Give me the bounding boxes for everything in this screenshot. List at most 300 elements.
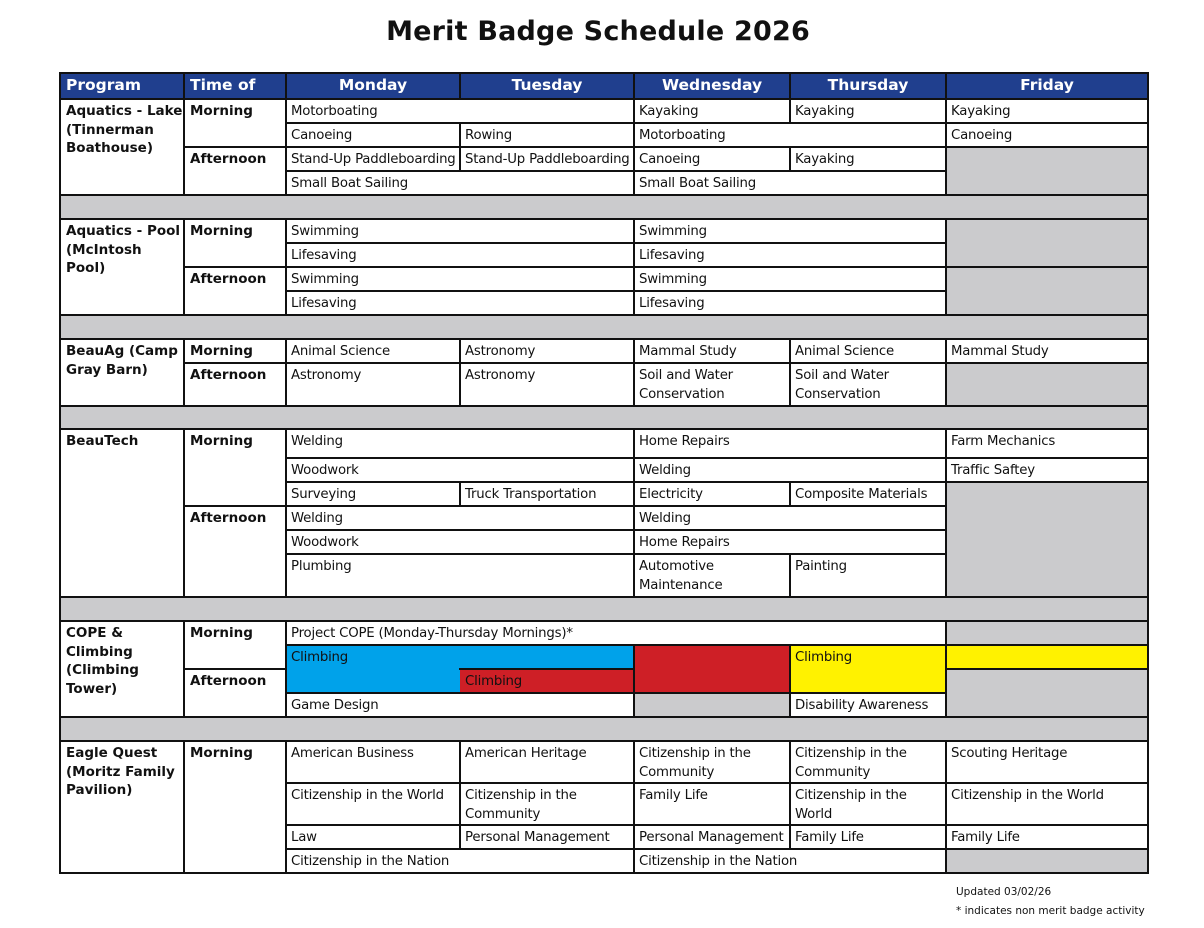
schedule-cell: Swimming [639, 224, 707, 239]
grid-line [945, 457, 1149, 459]
header-tue: Tuesday [460, 73, 634, 99]
grid-line [59, 596, 1149, 598]
grid-line [633, 338, 791, 340]
schedule-cell: Astronomy [291, 368, 362, 383]
grid-line [183, 620, 185, 670]
schedule-cell: Soil and Water Conservation [639, 368, 733, 402]
grid-line [633, 170, 635, 196]
grid-line [183, 428, 287, 430]
grid-line [285, 98, 635, 100]
grid-line [285, 457, 635, 459]
schedule-cell: Lifesaving [291, 296, 357, 311]
grid-line [945, 72, 947, 100]
grid-line [459, 481, 461, 507]
climbing-block-red: Climbing [460, 669, 634, 693]
schedule-cell: Small Boat Sailing [639, 176, 756, 191]
grid-line [1147, 314, 1149, 340]
grid-line [1147, 782, 1149, 826]
schedule-cell: Composite Materials [795, 487, 928, 502]
schedule-cell: Astronomy [465, 344, 536, 359]
schedule-cell: Farm Mechanics [951, 434, 1056, 449]
grid-line [789, 481, 791, 507]
grid-line [1147, 405, 1149, 430]
grid-line [945, 170, 947, 196]
grid-line [285, 146, 287, 172]
grid-line [59, 218, 61, 316]
grid-line [945, 362, 947, 407]
grid-line [633, 146, 635, 172]
schedule-cell: Woodwork [291, 535, 359, 550]
grid-line [633, 457, 635, 483]
grid-line [789, 740, 791, 784]
header-mon: Monday [286, 73, 460, 99]
schedule-cell: Rowing [465, 128, 513, 143]
grid-line [285, 872, 635, 874]
grid-line [945, 218, 1149, 220]
grid-line [789, 824, 947, 826]
grid-line [633, 740, 791, 742]
grid-line [1147, 98, 1149, 124]
schedule-cell: Truck Transportation [465, 487, 597, 502]
grid-line [459, 146, 635, 148]
grid-line [945, 122, 947, 148]
grid-line [633, 457, 947, 459]
schedule-cell: Kayaking [795, 152, 855, 167]
grid-line [633, 72, 635, 100]
grid-line [789, 72, 791, 100]
grid-line [945, 146, 1149, 148]
schedule-cell: Woodwork [291, 463, 359, 478]
schedule-cell: Welding [639, 463, 691, 478]
grid-line [945, 782, 947, 826]
page-title: Merit Badge Schedule 2026 [386, 16, 810, 47]
schedule-cell: Soil and Water Conservation [795, 368, 889, 402]
schedule-cell: Mammal Study [639, 344, 737, 359]
grid-line [285, 620, 287, 646]
climbing-block-yellow [946, 645, 1148, 669]
grid-line [59, 740, 61, 874]
grid-line [183, 266, 287, 268]
grid-line [945, 740, 947, 784]
grid-line [183, 362, 185, 407]
grid-line [633, 72, 791, 74]
schedule-cell: Swimming [291, 272, 359, 287]
grid-line [789, 740, 947, 742]
schedule-cell: Stand-Up Paddleboarding [465, 152, 630, 167]
grid-line [183, 668, 287, 670]
schedule-cell: Welding [291, 434, 343, 449]
empty-cell [634, 693, 790, 717]
grid-line [59, 428, 61, 598]
grid-line [459, 782, 635, 784]
schedule-cell: Family Life [795, 830, 864, 845]
grid-line [285, 72, 287, 100]
grid-line [1147, 644, 1149, 670]
schedule-cell: Animal Science [291, 344, 390, 359]
grid-line [945, 72, 1149, 74]
grid-line [945, 457, 947, 483]
grid-line [183, 740, 185, 874]
grid-line [945, 740, 1149, 742]
grid-line [285, 505, 635, 507]
spacer-row [60, 315, 1148, 339]
grid-line [183, 362, 287, 364]
schedule-cell: Stand-Up Paddleboarding [291, 152, 456, 167]
grid-line [285, 740, 461, 742]
spacer-row [60, 717, 1148, 741]
grid-line [633, 428, 635, 459]
grid-line [459, 122, 461, 148]
grid-line [633, 529, 947, 531]
grid-line [459, 72, 461, 100]
grid-line [183, 266, 185, 316]
grid-line [1147, 457, 1149, 483]
time-of-day: Afternoon [190, 151, 267, 167]
grid-line [285, 218, 635, 220]
grid-line [285, 457, 287, 483]
schedule-cell: Canoeing [291, 128, 353, 143]
time-of-day: Morning [190, 625, 253, 641]
header-wed: Wednesday [634, 73, 790, 99]
time-of-day: Afternoon [190, 673, 267, 689]
grid-line [59, 405, 61, 430]
empty-cell [946, 482, 1148, 597]
grid-line [633, 848, 635, 874]
grid-line [285, 242, 287, 268]
schedule-cell: Citizenship in the Nation [639, 854, 798, 869]
grid-line [183, 72, 185, 100]
empty-cell [946, 219, 1148, 267]
time-of-day: Morning [190, 103, 253, 119]
grid-line [183, 146, 185, 196]
grid-line [633, 848, 947, 850]
schedule-cell: Personal Management [639, 830, 784, 845]
grid-line [459, 824, 635, 826]
grid-line [183, 740, 287, 742]
grid-line [789, 98, 947, 100]
grid-line [945, 668, 1149, 670]
schedule-cell: Game Design [291, 698, 379, 713]
grid-line [59, 314, 1149, 316]
grid-line [459, 146, 461, 172]
program-area: BeauTech [66, 433, 139, 449]
schedule-cell: Motorboating [291, 104, 378, 119]
grid-line [59, 72, 61, 100]
schedule-cell: Mammal Study [951, 344, 1049, 359]
grid-line [633, 824, 791, 826]
grid-line [59, 405, 1149, 407]
grid-line [59, 98, 61, 196]
grid-line [789, 98, 791, 124]
climbing-block-red [634, 645, 790, 693]
grid-line [789, 362, 947, 364]
grid-line [183, 72, 287, 74]
grid-line [183, 505, 287, 507]
grid-line [945, 824, 1149, 826]
schedule-cell: Surveying [291, 487, 357, 502]
grid-line [285, 481, 461, 483]
time-of-day: Afternoon [190, 367, 267, 383]
climbing-block-blue: Climbing [286, 645, 460, 693]
grid-line [285, 620, 947, 622]
grid-line [183, 338, 287, 340]
grid-line [183, 146, 287, 148]
grid-line [633, 505, 635, 531]
grid-line [59, 872, 185, 874]
program-area: Eagle Quest (Moritz Family Pavilion) [66, 745, 175, 798]
schedule-cell: Electricity [639, 487, 703, 502]
header-fri: Friday [946, 73, 1148, 99]
grid-line [633, 122, 947, 124]
grid-line [633, 98, 791, 100]
schedule-cell: Canoeing [951, 128, 1013, 143]
grid-line [459, 740, 635, 742]
grid-line [945, 266, 1149, 268]
grid-line [945, 872, 1149, 874]
grid-line [59, 716, 61, 742]
grid-line [633, 481, 791, 483]
grid-line [945, 98, 947, 124]
grid-line [59, 428, 185, 430]
grid-line [789, 553, 947, 555]
updated-note: Updated 03/02/26 [956, 886, 1052, 898]
grid-line [459, 740, 461, 784]
climbing-block-blue [460, 645, 634, 669]
grid-line [633, 170, 947, 172]
grid-line [285, 481, 287, 507]
grid-line [285, 428, 635, 430]
grid-line [633, 242, 635, 268]
grid-line [285, 740, 287, 784]
spacer-row [60, 597, 1148, 621]
grid-line [945, 218, 947, 268]
spacer-row [60, 406, 1148, 429]
grid-line [285, 824, 287, 850]
grid-line [1147, 596, 1149, 622]
empty-cell [946, 363, 1148, 406]
schedule-cell: Home Repairs [639, 535, 730, 550]
grid-line [59, 218, 185, 220]
grid-line [1147, 146, 1149, 196]
schedule-cell: Small Boat Sailing [291, 176, 408, 191]
empty-cell [946, 669, 1148, 717]
grid-line [459, 338, 635, 340]
grid-line [945, 620, 947, 646]
grid-line [459, 122, 635, 124]
grid-line [945, 122, 1149, 124]
schedule-cell: Animal Science [795, 344, 894, 359]
schedule-cell: Traffic Saftey [951, 463, 1035, 478]
schedule-cell: Swimming [639, 272, 707, 287]
schedule-cell: Family Life [639, 788, 708, 803]
grid-line [945, 692, 947, 718]
grid-line [285, 170, 635, 172]
header-thu: Thursday [790, 73, 946, 99]
grid-line [59, 338, 185, 340]
grid-line [633, 266, 947, 268]
schedule-cell: American Heritage [465, 746, 587, 761]
grid-line [1147, 620, 1149, 646]
schedule-cell: Citizenship in the World [291, 788, 444, 803]
empty-cell [946, 267, 1148, 315]
grid-line [945, 505, 947, 531]
grid-line [459, 824, 461, 850]
grid-line [59, 620, 61, 718]
grid-line [459, 362, 461, 407]
grid-line [183, 620, 287, 622]
grid-line [1147, 481, 1149, 598]
grid-line [1147, 338, 1149, 364]
grid-line [285, 644, 287, 694]
time-of-day: Morning [190, 223, 253, 239]
grid-line [459, 668, 635, 670]
grid-line [59, 72, 185, 74]
schedule-cell: Citizenship in the World [795, 788, 907, 822]
grid-line [59, 98, 185, 100]
grid-line [945, 338, 947, 364]
grid-line [789, 553, 791, 598]
schedule-cell: Kayaking [795, 104, 855, 119]
grid-line [1147, 122, 1149, 148]
grid-line [945, 428, 947, 459]
grid-line [285, 290, 287, 316]
grid-line [789, 481, 947, 483]
time-of-day: Morning [190, 433, 253, 449]
schedule-table [60, 73, 1148, 873]
grid-line [285, 122, 461, 124]
grid-line [183, 505, 185, 598]
grid-line [183, 338, 185, 364]
climbing-block-yellow: Climbing [790, 645, 946, 693]
grid-line [285, 362, 287, 407]
grid-line [633, 362, 791, 364]
grid-line [285, 692, 287, 718]
grid-line [633, 553, 791, 555]
schedule-cell: American Business [291, 746, 414, 761]
grid-line [945, 529, 947, 555]
time-of-day: Morning [190, 343, 253, 359]
schedule-cell: Kayaking [639, 104, 699, 119]
grid-line [633, 824, 635, 850]
grid-line [789, 782, 791, 826]
grid-line [1147, 428, 1149, 459]
schedule-cell: Welding [639, 511, 691, 526]
grid-line [633, 242, 947, 244]
grid-line [285, 218, 287, 244]
grid-line [183, 218, 287, 220]
schedule-cell: Disability Awareness [795, 698, 929, 713]
grid-line [945, 848, 947, 874]
grid-line [285, 428, 287, 459]
grid-line [183, 872, 287, 874]
grid-line [1147, 218, 1149, 268]
grid-line [285, 122, 287, 148]
schedule-cell: Kayaking [951, 104, 1011, 119]
program-area: BeauAg (Camp Gray Barn) [66, 343, 178, 378]
grid-line [459, 362, 635, 364]
grid-line [633, 505, 947, 507]
header-tod: Time of [184, 73, 286, 99]
grid-line [459, 782, 461, 826]
grid-line [1147, 716, 1149, 742]
grid-line [633, 266, 635, 292]
footnote: * indicates non merit badge activity [956, 905, 1145, 917]
grid-line [59, 194, 1149, 196]
grid-line [789, 146, 947, 148]
grid-line [633, 428, 947, 430]
grid-line [633, 740, 635, 784]
grid-line [945, 553, 947, 598]
grid-line [459, 72, 635, 74]
schedule-cell: Motorboating [639, 128, 726, 143]
grid-line [183, 218, 185, 268]
grid-line [59, 314, 61, 340]
grid-line [285, 782, 461, 784]
schedule-cell: Personal Management [465, 830, 610, 845]
grid-line [183, 428, 185, 507]
program-area: Aquatics - Lake (Tinnerman Boathouse) [66, 103, 183, 156]
grid-line [59, 740, 185, 742]
time-of-day: Morning [190, 745, 253, 761]
grid-line [59, 716, 1149, 718]
empty-cell [946, 621, 1148, 645]
grid-line [285, 338, 461, 340]
grid-line [945, 782, 1149, 784]
grid-line [183, 668, 185, 718]
grid-line [1147, 266, 1149, 316]
grid-line [633, 782, 791, 784]
grid-line [945, 848, 1149, 850]
grid-line [285, 848, 287, 874]
spacer-row [60, 195, 1148, 219]
schedule-cell: Swimming [291, 224, 359, 239]
grid-line [285, 362, 461, 364]
grid-line [285, 242, 635, 244]
schedule-cell: Citizenship in the Nation [291, 854, 450, 869]
grid-line [1147, 194, 1149, 220]
grid-line [945, 428, 1149, 430]
grid-line [633, 218, 947, 220]
grid-line [59, 620, 185, 622]
grid-line [285, 553, 287, 598]
grid-line [285, 170, 287, 196]
grid-line [945, 98, 1149, 100]
grid-line [633, 146, 791, 148]
program-area: Aquatics - Pool (McIntosh Pool) [66, 223, 181, 276]
grid-line [633, 782, 635, 826]
grid-line [789, 692, 791, 718]
grid-line [945, 266, 947, 316]
grid-line [789, 644, 791, 694]
grid-line [945, 481, 1149, 483]
schedule-cell: Canoeing [639, 152, 701, 167]
grid-line [633, 362, 635, 407]
schedule-cell: Welding [291, 511, 343, 526]
schedule-cell: Astronomy [465, 368, 536, 383]
grid-line [633, 529, 635, 555]
grid-line [945, 338, 1149, 340]
grid-line [789, 72, 947, 74]
grid-line [789, 782, 947, 784]
grid-line [633, 290, 947, 292]
grid-line [633, 481, 635, 507]
grid-line [183, 98, 287, 100]
grid-line [789, 824, 791, 850]
grid-line [1147, 668, 1149, 718]
grid-line [285, 553, 635, 555]
grid-line [633, 644, 635, 694]
grid-line [789, 338, 791, 364]
